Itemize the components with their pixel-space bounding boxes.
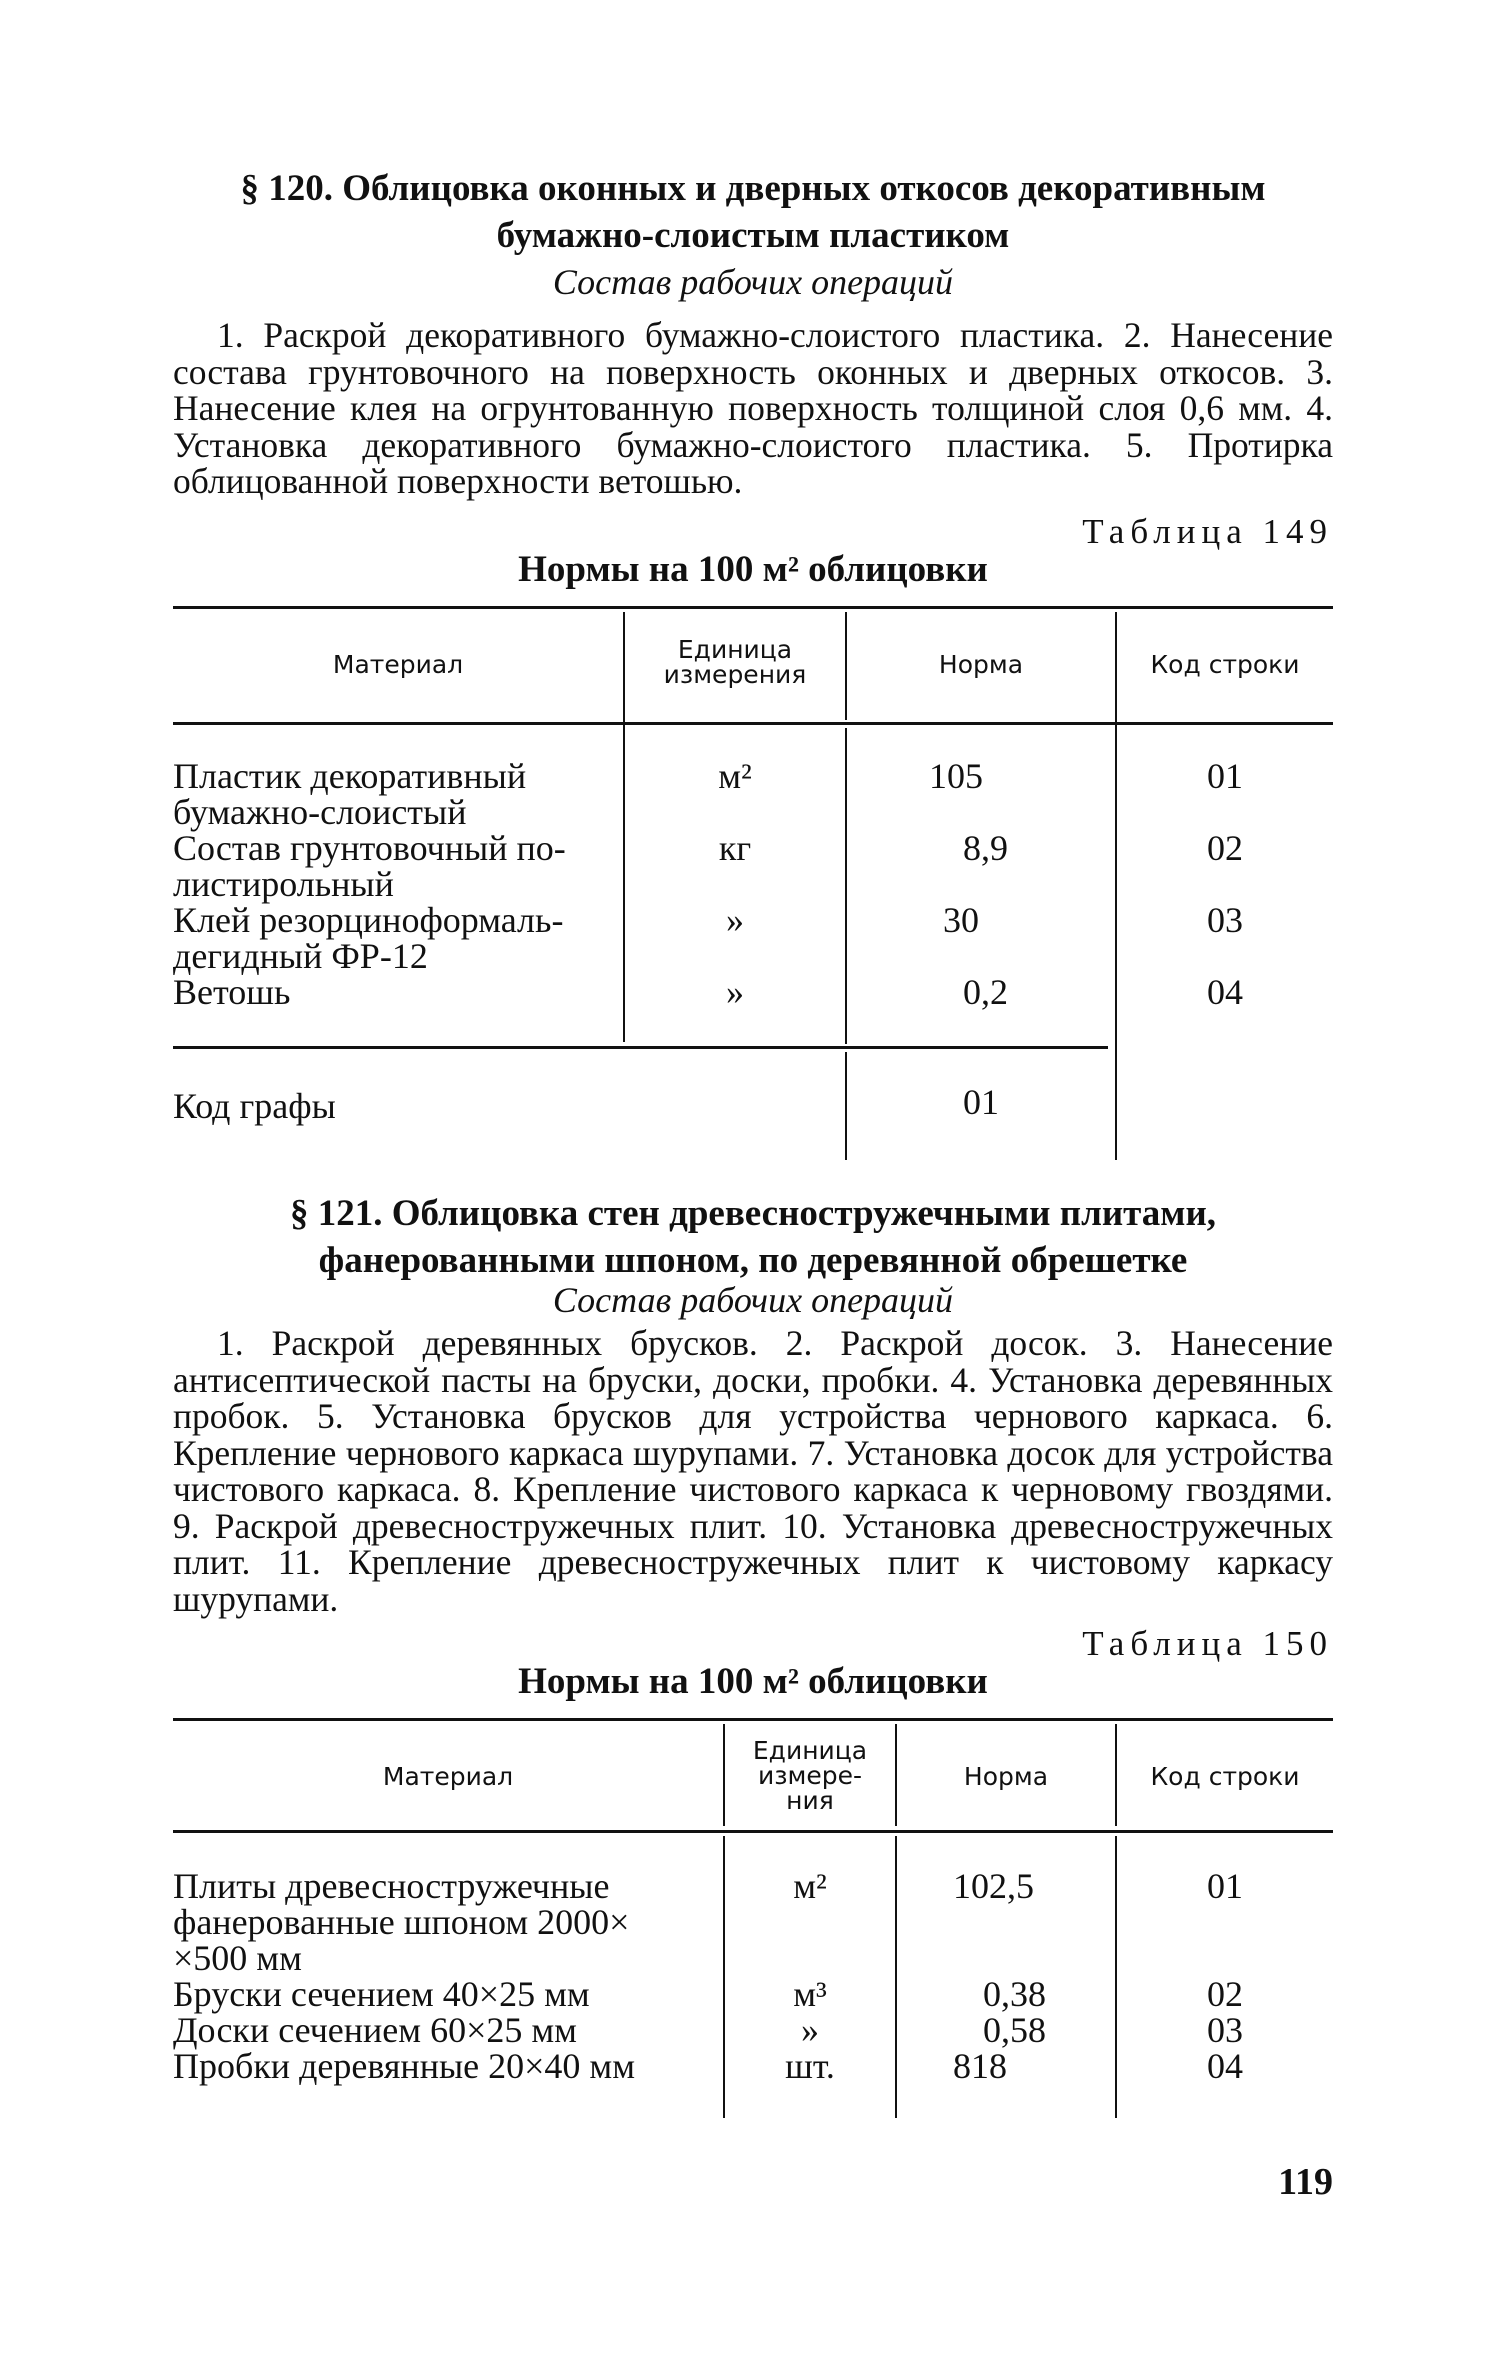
table-150-header-rule <box>173 1830 1333 1833</box>
table-149-row-1-material <box>173 758 593 830</box>
table-150-row-3-material <box>173 2012 695 2048</box>
table-149-row-1-code: 01 <box>1207 756 1243 796</box>
table-149-row-4-code: 04 <box>1207 972 1243 1012</box>
table-149-row-1-material-line1: Пластик декоративный <box>173 756 527 796</box>
table-149-caption: Нормы на 100 м² облицовки <box>518 549 988 590</box>
table-150-row-4-code: 04 <box>1207 2046 1243 2086</box>
table-149-header-unit <box>625 637 845 687</box>
table-149-row-3-material <box>173 902 593 974</box>
table-150-header-material: Материал <box>382 1762 514 1791</box>
section-121-title <box>173 1190 1333 1284</box>
table-149-row-1-norm: 105 <box>929 756 983 796</box>
table-150-header-unit-line2: измере- <box>757 1761 863 1790</box>
table-150-row-4-norm: 818 <box>953 2046 1007 2086</box>
table-150-row-1-material-line3: ×500 мм <box>173 1938 302 1978</box>
table-150-row-4-unit: шт. <box>785 2046 835 2086</box>
section-121-operations: 1. Раскрой деревянных брусков. 2. Раскрой досок. 3. Нанесение антисептической пасты на бруски, доски, пробки. 4. Установка деревянных пробок. 5. Установка брусков для устройства чернового каркаса. 6. Крепление чернового каркаса шурупами. 7. Установка досок для устройства чистового каркаса. 8. Крепление чистового каркаса к черновому гвоздями. 9. Раскрой древесностружечных плит. 10. Установка древесностружечных плит. 11. Крепление древесностружечных плит к чистовому каркасу шурупами. <box>173 1323 1333 1619</box>
table-149-header-rule <box>173 722 1333 725</box>
table-149-column-code-label: Код графы <box>173 1086 336 1126</box>
table-149-header-material: Материал <box>332 650 464 679</box>
table-149-header-norm: Норма <box>938 650 1024 679</box>
table-150-row-4-material-line1: Пробки деревянные 20×40 мм <box>173 2046 635 2086</box>
table-149-divider-2 <box>845 728 847 1044</box>
table-150-row-4-material <box>173 2048 695 2084</box>
table-149-row-2-material <box>173 830 593 902</box>
table-150-row-2-unit: м³ <box>793 1974 827 2014</box>
section-120-title-line2: бумажно-слоистым пластиком <box>496 215 1010 256</box>
table-149-row-3-material-line1: Клей резорциноформаль- <box>173 900 564 940</box>
table-150-row-3-norm: 0,58 <box>983 2010 1046 2050</box>
table-149-column-code-value: 01 <box>963 1082 999 1122</box>
table-149-top-rule <box>173 606 1333 609</box>
table-150-header-row-code: Код строки <box>1150 1762 1300 1791</box>
table-149-label: Таблица 149 <box>1082 512 1333 551</box>
table-149-header-unit-line1: Единица <box>677 635 793 664</box>
table-150-caption: Нормы на 100 м² облицовки <box>518 1661 988 1702</box>
table-150-row-2-norm: 0,38 <box>983 1974 1046 2014</box>
table-150-row-1-code: 01 <box>1207 1866 1243 1906</box>
table-150-row-2-material <box>173 1976 695 2012</box>
section-120-operations: 1. Раскрой декоративного бумажно-слоистого пластика. 2. Нанесение состава грунтовочного на поверхность оконных и дверных откосов. 3. Нанесение клея на огрунтованную поверхность толщиной слоя 0,6 мм. 4. Установка декоративного бумажно-слоистого пластика. 5. Протирка облицованной поверхности ветошью. <box>173 315 1333 501</box>
table-150-row-2-material-line1: Бруски сечением 40×25 мм <box>173 1974 590 2014</box>
table-149-row-3-material-line2: дегидный ФР-12 <box>173 936 428 976</box>
table-150-row-1-norm: 102,5 <box>953 1866 1034 1906</box>
table-150-row-3-material-line1: Доски сечением 60×25 мм <box>173 2010 577 2050</box>
section-121-subhead: Состав рабочих операций <box>552 1280 954 1320</box>
table-149-row-4-unit: » <box>726 972 744 1012</box>
table-149-divider-2-foot <box>845 1052 847 1160</box>
section-121-title-line2: фанерованными шпоном, по деревянной обрешетке <box>318 1240 1188 1281</box>
table-149-row-2-material-line2: листирольный <box>173 864 394 904</box>
table-149-row-2-unit: кг <box>718 828 752 868</box>
table-149-row-3-norm: 30 <box>943 900 979 940</box>
table-149-row-4-norm: 0,2 <box>963 972 1008 1012</box>
table-150-header-unit-line3: ния <box>786 1786 834 1815</box>
table-150-header-norm: Норма <box>963 1762 1049 1791</box>
table-149-row-2-material-line1: Состав грунтовочный по- <box>173 828 566 868</box>
table-150-row-3-code: 03 <box>1207 2010 1243 2050</box>
section-120-subhead: Состав рабочих операций <box>552 262 954 302</box>
table-149-header-unit-line2: измерения <box>663 660 807 689</box>
table-149-row-1-unit: м² <box>718 756 752 796</box>
table-149-header-row-code: Код строки <box>1150 650 1300 679</box>
section-120-title <box>173 165 1333 259</box>
table-150-row-1-material-line1: Плиты древесностружечные <box>173 1866 610 1906</box>
table-150-divider-2 <box>895 1836 897 2118</box>
table-150-row-3-unit: » <box>801 2010 819 2050</box>
table-150-row-1-unit: м² <box>793 1866 827 1906</box>
table-150-header-unit-line1: Единица <box>752 1736 868 1765</box>
table-150-label: Таблица 150 <box>1082 1624 1333 1663</box>
table-149-row-1-material-line2: бумажно-слоистый <box>173 792 467 832</box>
table-149-body-rule <box>173 1046 1108 1049</box>
table-149-row-4-material <box>173 974 593 1010</box>
table-149-row-3-code: 03 <box>1207 900 1243 940</box>
page-number: 119 <box>1278 2161 1333 2203</box>
table-149-row-4-material-line1: Ветошь <box>173 972 291 1012</box>
table-149-row-2-code: 02 <box>1207 828 1243 868</box>
table-149-row-3-unit: » <box>726 900 744 940</box>
section-121-title-line1: § 121. Облицовка стен древесностружечными плитами, <box>289 1193 1217 1234</box>
table-150-row-2-code: 02 <box>1207 1974 1243 2014</box>
table-150-header-unit <box>725 1738 895 1813</box>
section-120-title-line1: § 120. Облицовка оконных и дверных откосов декоративным <box>240 168 1266 209</box>
table-149-divider-3 <box>1115 612 1117 1160</box>
table-150-row-1-material-line2: фанерованные шпоном 2000× <box>173 1902 630 1942</box>
table-150-row-1-material <box>173 1868 695 1976</box>
table-149-row-2-norm: 8,9 <box>963 828 1008 868</box>
table-150-top-rule <box>173 1718 1333 1721</box>
